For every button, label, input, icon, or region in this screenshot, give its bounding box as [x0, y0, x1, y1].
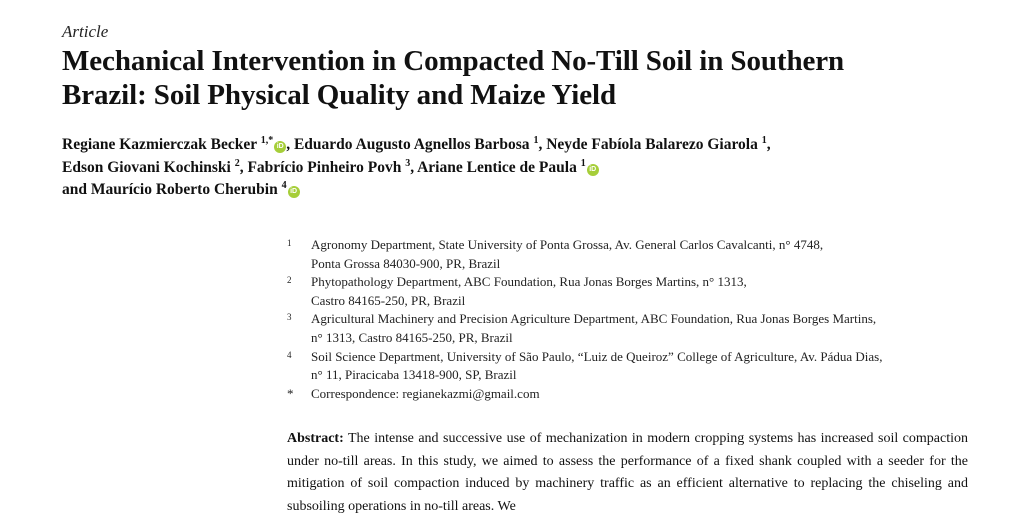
affiliation-number: 2 — [287, 275, 292, 286]
author-7 — [62, 181, 300, 198]
author-6 — [417, 159, 599, 176]
author-1 — [62, 136, 286, 153]
author-separator: , — [538, 136, 547, 153]
affiliation-line: Soil Science Department, University of São Paulo, “Luiz de Queiroz” College of Agriculture, Av. Pádua Dias, — [311, 348, 883, 364]
author-separator: , — [766, 136, 771, 153]
author-name: Ariane Lentice de Paula — [417, 158, 577, 176]
abstract — [287, 428, 968, 518]
correspondence-email[interactable]: Correspondence: regianekazmi@gmail.com — [311, 385, 540, 401]
article-type-label: Article — [62, 22, 109, 41]
author-4 — [62, 159, 240, 176]
author-separator: , — [286, 136, 294, 153]
orcid-icon[interactable]: iD — [587, 164, 599, 176]
author-3 — [546, 136, 767, 153]
affiliation-number: 1 — [287, 238, 292, 248]
orcid-icon[interactable]: iD — [274, 141, 286, 153]
author-affiliation-mark: 2 — [234, 157, 240, 169]
affiliation-line: Agricultural Machinery and Precision Agriculture Department, ABC Foundation, Rua Jonas Borges Martins, — [311, 311, 877, 327]
affiliation-line: n° 11, Piracicaba 13418-900, SP, Brazil — [311, 367, 517, 383]
affiliation-line: n° 1313, Castro 84165-250, PR, Brazil — [311, 329, 513, 345]
author-name: Fabrício Pinheiro Povh — [247, 158, 402, 176]
title-line-2: Brazil: Soil Physical Quality and Maize Yield — [62, 79, 617, 111]
affiliation-3 — [287, 310, 977, 347]
affiliation-1 — [287, 236, 977, 273]
author-affiliation-mark: 1 — [580, 157, 586, 169]
author-separator: , — [410, 158, 418, 176]
author-name: Eduardo Augusto Agnellos Barbosa — [293, 136, 530, 153]
author-5 — [247, 159, 410, 176]
affiliation-2 — [287, 273, 977, 310]
title-line-1: Mechanical Intervention in Compacted No-Till Soil in Southern — [62, 45, 845, 77]
affiliation-line: Castro 84165-250, PR, Brazil — [311, 292, 466, 308]
author-affiliation-mark: 1,* — [260, 134, 274, 146]
affiliation-number: 3 — [287, 312, 292, 323]
affiliation-line: Phytopathology Department, ABC Foundation, Rua Jonas Borges Martins, n° 1313, — [311, 274, 747, 290]
author-name: Edson Giovani Kochinski — [62, 158, 231, 176]
author-name: and Maurício Roberto Cherubin — [62, 181, 278, 198]
author-list — [62, 134, 992, 202]
orcid-icon[interactable]: iD — [288, 186, 300, 198]
affiliation-line: Agronomy Department, State University of Ponta Grossa, Av. General Carlos Cavalcanti, n° 4748, — [311, 237, 824, 252]
author-affiliation-mark: 1 — [761, 134, 767, 146]
affiliation-list — [287, 236, 977, 403]
affiliation-number: 4 — [287, 349, 292, 360]
author-affiliation-mark: 4 — [281, 179, 287, 191]
affiliation-line: Ponta Grossa 84030-900, PR, Brazil — [311, 255, 501, 271]
author-separator: , — [239, 158, 248, 176]
abstract-text: The intense and successive use of mechanization in modern cropping systems has increased soil compaction under no-till areas. In this study, we aimed to assess the performance of a fixed shank coupled with a seeder for the mitigation of soil compaction induced by machinery traffic as an efficient alternative to replacing the chiseling and subsoiling operations in no-till areas. We — [287, 431, 968, 514]
author-2 — [294, 136, 538, 153]
paper-title — [62, 44, 1002, 112]
author-name: Neyde Fabíola Balarezo Giarola — [546, 136, 758, 153]
abstract-label: Abstract: — [287, 431, 344, 446]
correspondence-mark: * — [287, 385, 294, 401]
author-affiliation-mark: 3 — [405, 157, 411, 169]
author-name: Regiane Kazmierczak Becker — [62, 136, 257, 153]
author-affiliation-mark: 1 — [533, 134, 539, 146]
affiliation-4 — [287, 348, 977, 385]
correspondence — [287, 385, 977, 404]
